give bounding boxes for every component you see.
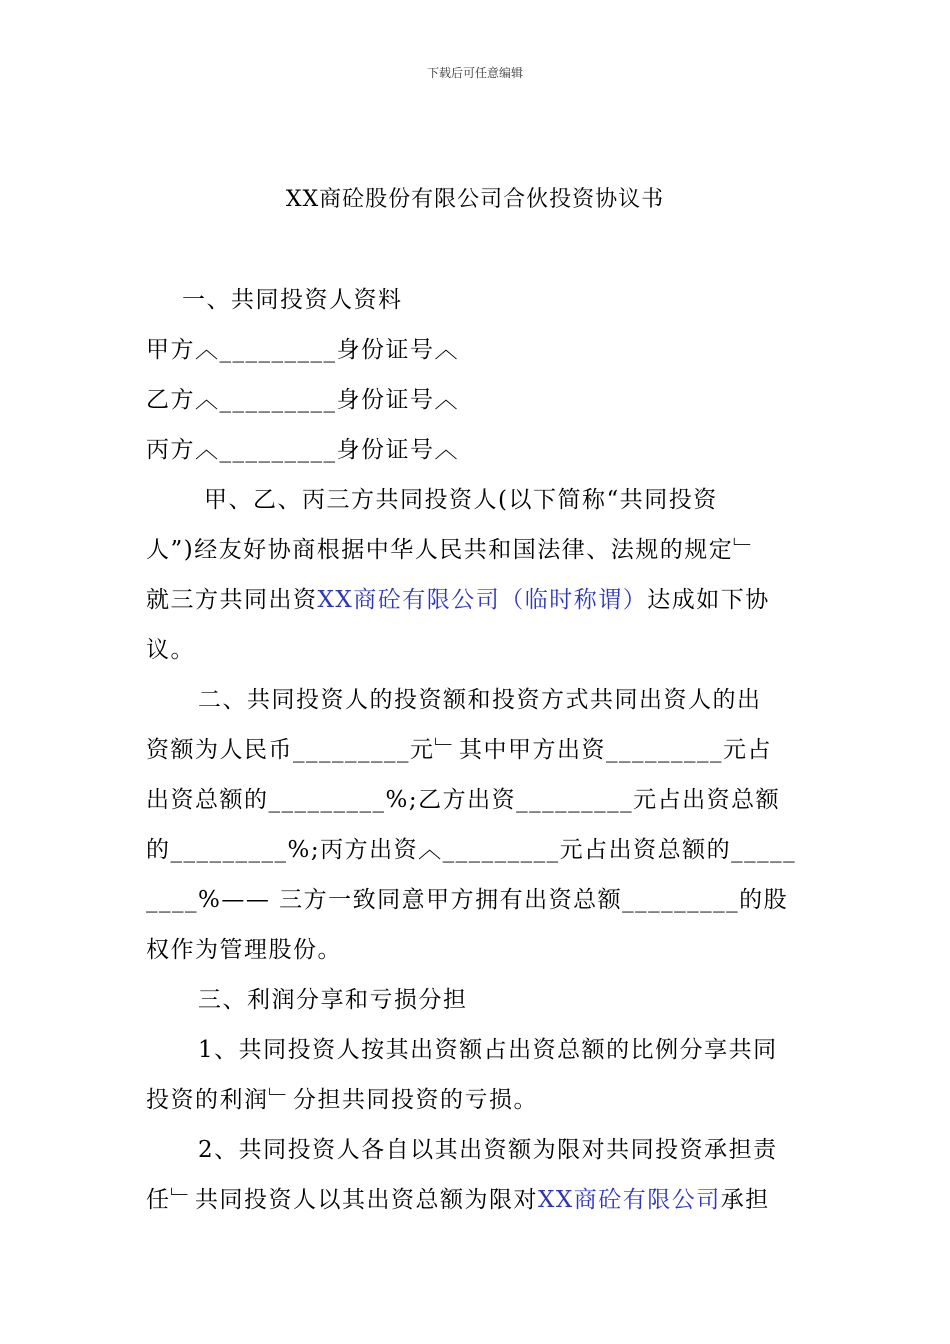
- line-text: 就三方共同出资: [146, 587, 318, 613]
- party-b-line: [146, 384, 816, 416]
- section-heading-1: [182, 284, 852, 316]
- paragraph-line: [146, 834, 816, 866]
- line-text: 任﹂共同投资人以其出资总额为限对: [146, 1187, 538, 1213]
- line-text: 二、共同投资人的投资额和投资方式共同出资人的出: [198, 687, 762, 713]
- clause-2-line: [146, 1184, 816, 1216]
- line-text: 乙方︿_________身份证号︿: [146, 387, 459, 413]
- line-text: 1、共同投资人按其出资额占出资总额的比例分享共同: [198, 1037, 778, 1063]
- line-text: ____%—— 三方一致同意甲方拥有出资总额_________的股: [146, 887, 789, 913]
- section-heading-2: [198, 684, 868, 716]
- clause-2-line: [198, 1134, 868, 1166]
- company-name-text: XX商砼有限公司（临时称谓）: [317, 587, 648, 613]
- line-text: 资额为人民币_________元﹂其中甲方出资_________元占: [146, 737, 772, 763]
- paragraph-line: [146, 634, 816, 666]
- party-c-line: [146, 434, 816, 466]
- line-text: 议。: [146, 637, 195, 663]
- line-text: 一、共同投资人资料: [182, 287, 403, 313]
- document-title: XX商砼股份有限公司合伙投资协议书: [285, 187, 665, 212]
- paragraph-line: [146, 534, 816, 566]
- line-text: 丙方︿_________身份证号︿: [146, 437, 459, 463]
- line-text: 2、共同投资人各自以其出资额为限对共同投资承担责: [198, 1137, 778, 1163]
- line-text: 投资的利润﹂分担共同投资的亏损。: [146, 1087, 538, 1113]
- line-text: 三、利润分享和亏损分担: [198, 987, 468, 1013]
- line-text: 的_________%;丙方出资︿_________元占出资总额的_____: [146, 837, 797, 863]
- line-text: 甲方︿_________身份证号︿: [146, 337, 459, 363]
- line-text: 权作为管理股份。: [146, 937, 342, 963]
- line-text: 出资总额的_________%;乙方出资_________元占出资总额: [146, 787, 781, 813]
- paragraph-line: [146, 934, 816, 966]
- clause-1-line: [198, 1034, 868, 1066]
- company-name-text: XX商砼有限公司: [538, 1187, 721, 1213]
- line-text: 人”)经友好协商根据中华人民共和国法律、法规的规定﹂: [146, 537, 758, 563]
- line-text: 达成如下协: [647, 587, 770, 613]
- paragraph-line: [146, 784, 816, 816]
- paragraph-line: [204, 484, 874, 516]
- line-text: 承担: [720, 1187, 770, 1213]
- section-heading-3: [198, 984, 868, 1016]
- paragraph-line: [146, 734, 816, 766]
- paragraph-line: [146, 584, 816, 616]
- party-a-line: [146, 334, 816, 366]
- clause-1-line: [146, 1084, 816, 1116]
- paragraph-line: [146, 884, 816, 916]
- line-text: 甲、乙、丙三方共同投资人(以下简称“共同投资: [204, 487, 718, 513]
- header-note: 下载后可任意编辑: [426, 66, 523, 80]
